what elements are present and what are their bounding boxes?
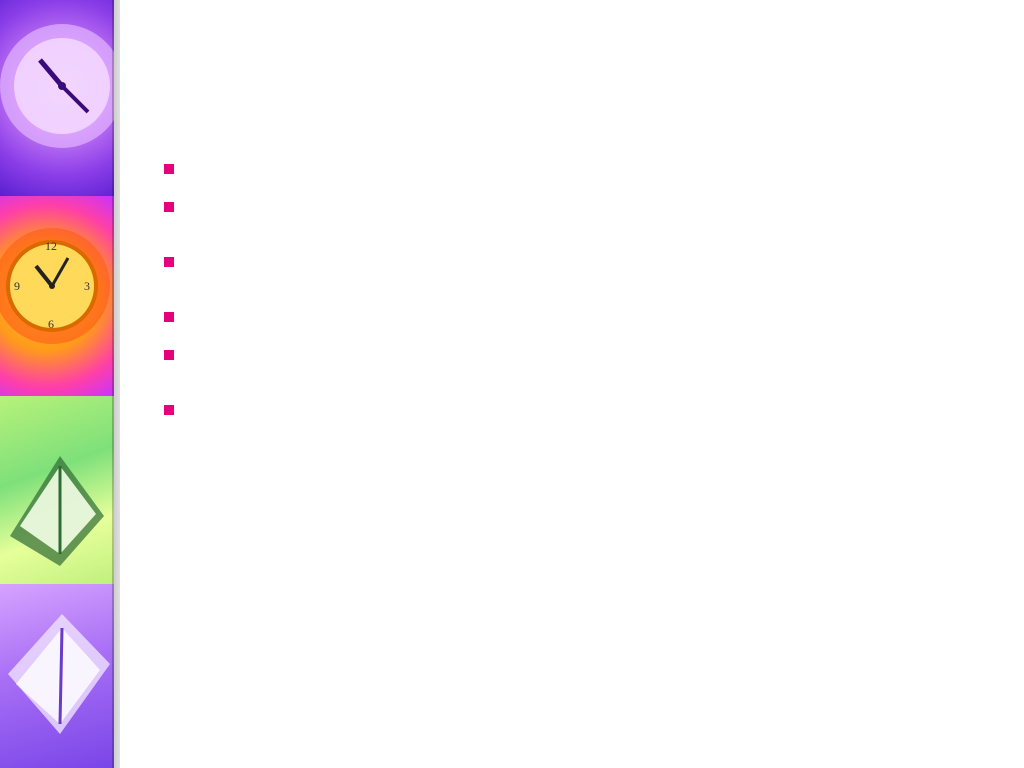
square-bullet-icon — [164, 312, 174, 322]
orange-clock-image — [0, 196, 114, 396]
purple-book-image — [0, 584, 114, 768]
square-bullet-icon — [164, 202, 174, 212]
decorative-image-strip — [0, 0, 120, 768]
bullet-item — [164, 249, 984, 267]
bullet-item — [164, 194, 984, 212]
bullet-list — [164, 156, 984, 415]
green-book-image — [0, 396, 114, 584]
square-bullet-icon — [164, 257, 174, 267]
book-icon — [0, 396, 114, 584]
square-bullet-icon — [164, 164, 174, 174]
square-bullet-icon — [164, 405, 174, 415]
purple-clock-image — [0, 0, 114, 196]
clock-icon — [0, 0, 114, 196]
book-icon — [0, 584, 114, 768]
square-bullet-icon — [164, 350, 174, 360]
bullet-item — [164, 342, 984, 360]
bullet-item — [164, 304, 984, 322]
bullet-item — [164, 156, 984, 174]
svg-text:12: 12 — [45, 239, 57, 253]
clock-icon — [0, 196, 114, 396]
strip-shadow — [112, 0, 120, 768]
bullet-item — [164, 397, 984, 415]
svg-text:6: 6 — [48, 317, 54, 331]
svg-text:3: 3 — [84, 279, 90, 293]
svg-text:9: 9 — [14, 279, 20, 293]
